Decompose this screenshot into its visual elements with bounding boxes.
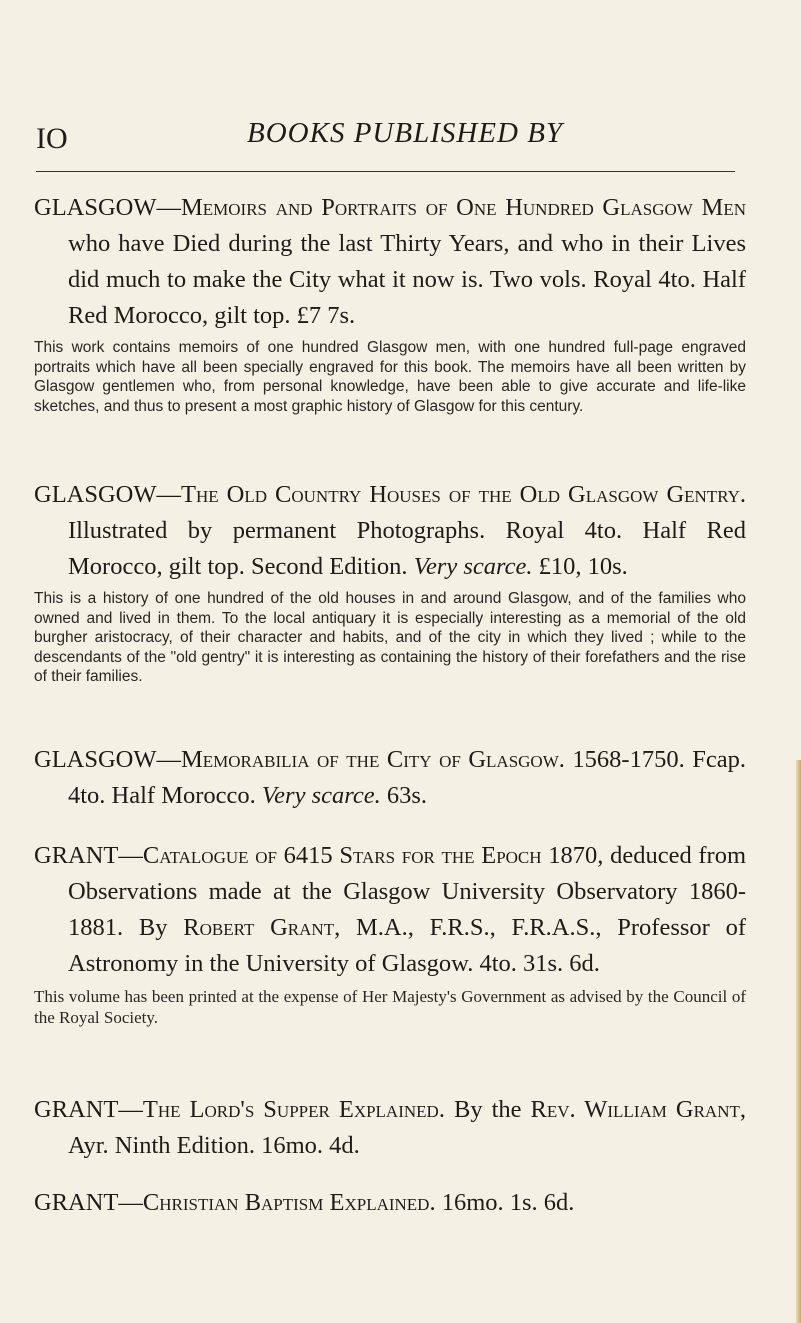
entry-lead: GLASGOW — [34, 481, 157, 508]
entry-details: 16mo. 1s. 6d. — [435, 1189, 575, 1216]
entry-title: —The Lord's Supper Explained. — [118, 1096, 445, 1123]
entry-details: who have Died during the last Thirty Years, and who in their Lives did much to make the City what it now is. Two vols. Royal 4to. Half Red Morocco, gilt top. — [68, 230, 746, 329]
book-entry-grant-star-catalogue — [34, 838, 746, 1028]
entry-price: £10, 10s. — [532, 553, 628, 580]
entry-scarcity: Very scarce. — [407, 553, 533, 580]
entry-author: Rev. William Grant, — [521, 1096, 746, 1123]
book-entry-grant-lords-supper — [34, 1092, 746, 1164]
book-entry-grant-baptism — [34, 1185, 746, 1221]
entry-details-continued: Ayr. Ninth Edition. 16mo. 4d. — [68, 1132, 360, 1159]
book-entry-glasgow-memoirs — [34, 190, 746, 416]
entry-description: This work contains memoirs of one hundred Glasgow men, with one hundred full-page engraved portraits which have all been specially engraved for this book. The memoirs have all been written by Glasgow gentlemen who, from personal knowledge, have been able to give accurate and life-like sketches, and thus to present a most graphic history of Glasgow for this century. — [34, 339, 746, 415]
entry-title: —Catalogue of 6415 Stars for the Epoch 1870, — [118, 842, 604, 869]
entry-details: 1568-1750. Fcap. 4to. Half Morocco. — [68, 746, 746, 809]
book-entry-glasgow-country-houses — [34, 477, 746, 687]
page-number: IO — [36, 122, 68, 155]
entry-lead: GRANT — [34, 842, 119, 869]
entry-details: deduced from Observations made at the Glasgow University Observatory 1860-1881. By — [68, 842, 747, 941]
entry-price: £7 7s. — [290, 302, 356, 329]
entry-details: Illustrated by permanent Photographs. Royal 4to. Half Red Morocco, gilt top. Second Edition. — [68, 517, 746, 580]
header-rule — [36, 171, 735, 172]
entry-lead: GLASGOW — [34, 194, 157, 221]
entry-price: 63s. — [380, 782, 428, 809]
entry-lead: GRANT — [34, 1189, 119, 1216]
entry-author: Robert Grant, — [167, 914, 341, 941]
entry-lead: GLASGOW — [34, 746, 157, 773]
entry-title: —Christian Baptism Explained. — [118, 1189, 436, 1216]
entry-heading — [34, 838, 746, 982]
entry-details: By the — [444, 1096, 522, 1123]
entry-title: —Memoirs and Portraits of One Hundred Glasgow Men — [156, 194, 746, 221]
entry-scarcity: Very scarce. — [255, 782, 381, 809]
entry-heading — [34, 190, 746, 334]
running-head: BOOKS PUBLISHED BY — [247, 117, 564, 149]
entry-heading — [34, 477, 746, 585]
entry-title: —Memorabilia of the City of Glasgow. — [156, 746, 565, 773]
entry-heading — [34, 742, 746, 814]
entry-description: This volume has been printed at the expense of Her Majesty's Government as advised by the Council of the Royal Society. — [34, 987, 746, 1027]
entry-details-continued: M.A., F.R.S., F.R.A.S., Professor of Astronomy in the University of Glasgow. 4to. 31s. 6d. — [68, 914, 746, 977]
page-edge — [796, 760, 801, 1323]
entry-heading — [34, 1185, 746, 1221]
entry-lead: GRANT — [34, 1096, 119, 1123]
entry-heading — [34, 1092, 746, 1164]
book-entry-glasgow-memorabilia — [34, 742, 746, 814]
entry-description: This is a history of one hundred of the old houses in and around Glasgow, and of the families who owned and lived in them. To the local antiquary it is especially interesting as a memorial of the old burgher aristocracy, of their character and habits, and of the city in which they lived ; while to the descendants of the "old gentry" it is interesting as containing the history of their forefathers and the rise of their families. — [34, 590, 746, 686]
entry-title: —The Old Country Houses of the Old Glasgow Gentry. — [156, 481, 746, 508]
